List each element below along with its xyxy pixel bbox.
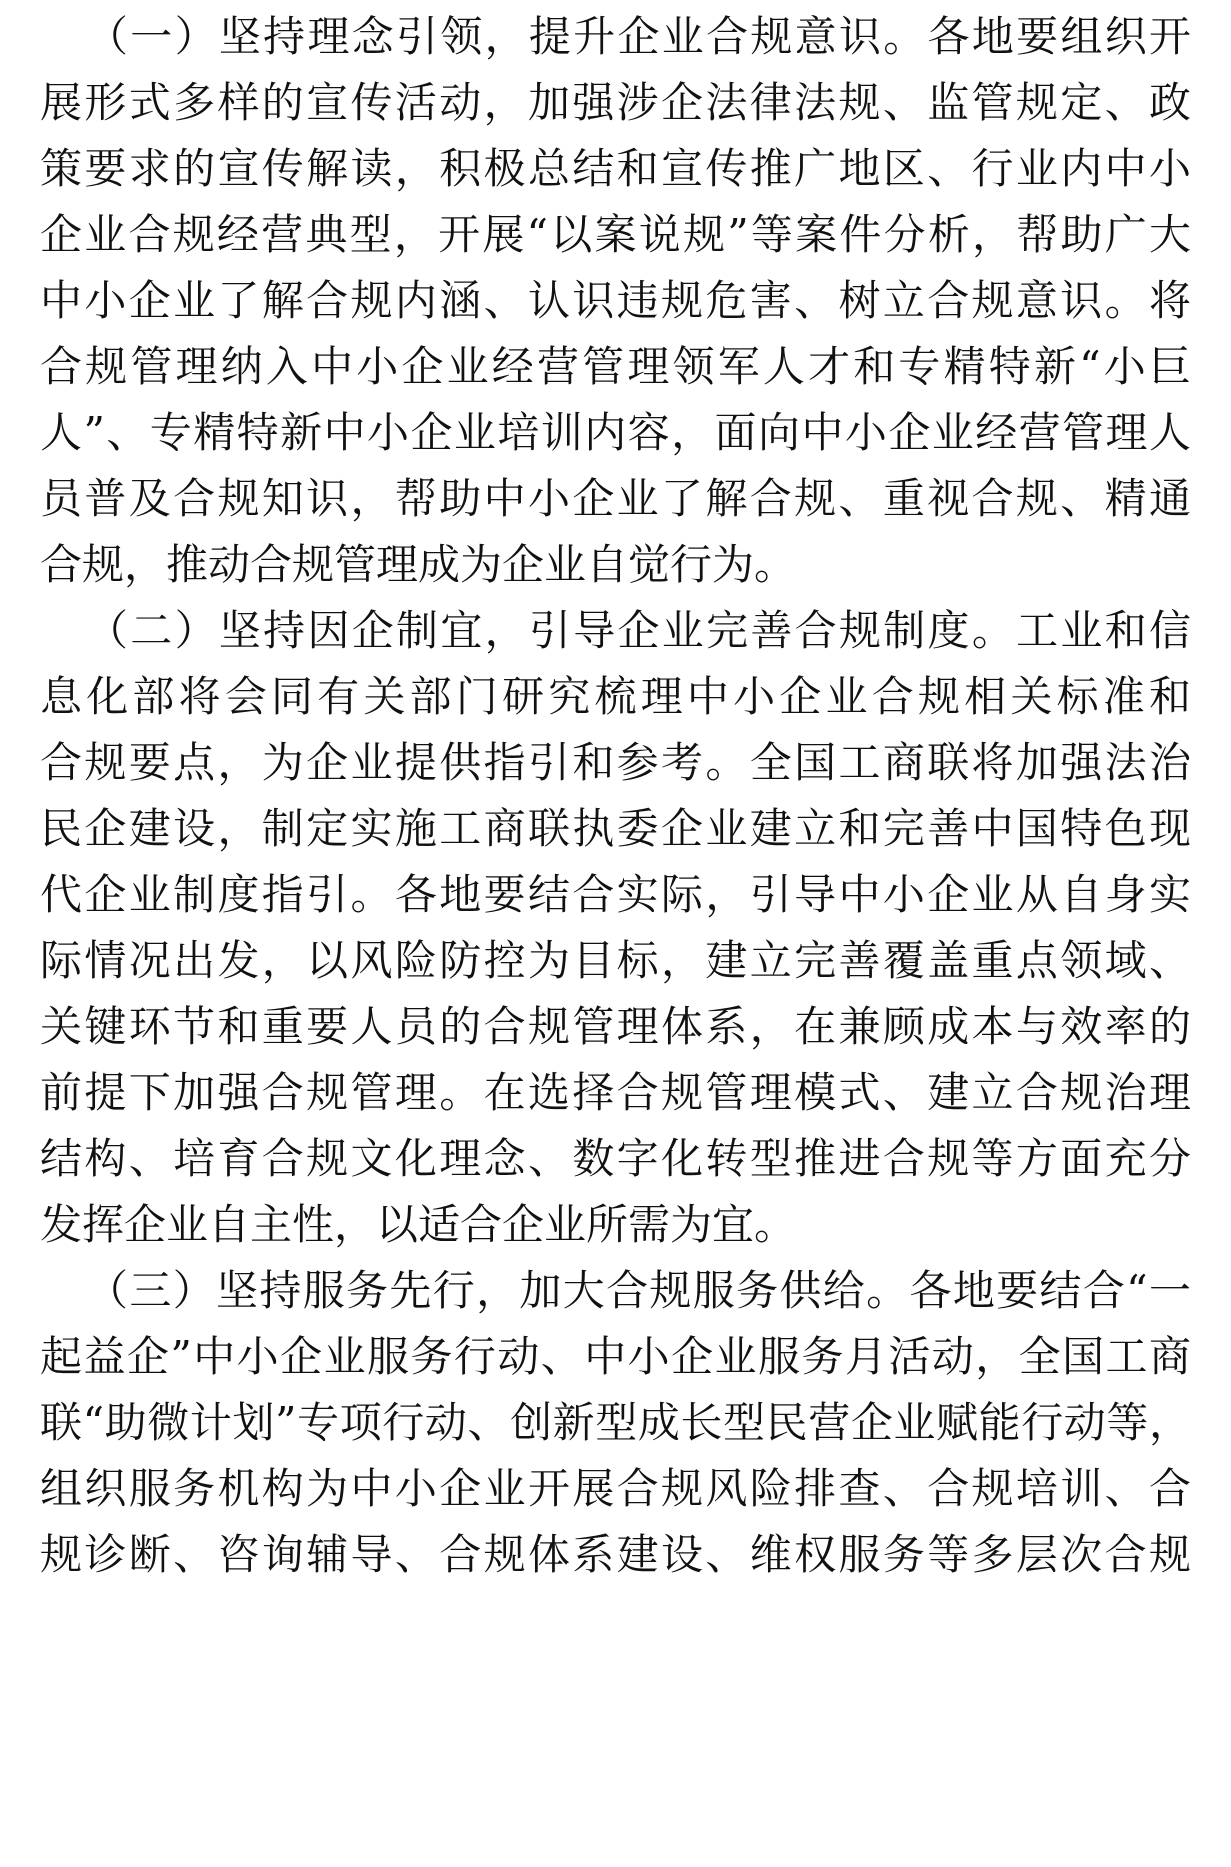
para-2-line-3-text: 合规要点，为企业提供指引和参考。全国工商联将加强法治 bbox=[40, 738, 1191, 787]
para-3-line-5 bbox=[0, 1516, 1231, 1594]
para-2-line-7-text: 关键环节和重要人员的合规管理体系，在兼顾成本与效率的 bbox=[40, 1002, 1191, 1051]
para-1-line-1-text: （一）坚持理念引领，提升企业合规意识。各地要组织开 bbox=[86, 12, 1191, 61]
para-2-line-10-text: 发挥企业自主性，以适合企业所需为宜。 bbox=[40, 1200, 797, 1249]
para-1-line-2-text: 展形式多样的宣传活动，加强涉企法律法规、监管规定、政 bbox=[40, 78, 1191, 127]
para-2-line-5-text: 代企业制度指引。各地要结合实际，引导中小企业从自身实 bbox=[40, 870, 1191, 919]
para-3-line-1-text: （三）坚持服务先行，加大合规服务供给。各地要结合“一 bbox=[86, 1266, 1191, 1315]
para-1-line-9-text: 合规，推动合规管理成为企业自觉行为。 bbox=[40, 540, 797, 589]
para-3-line-5-text: 规诊断、咨询辅导、合规体系建设、维权服务等多层次合规 bbox=[40, 1530, 1191, 1579]
para-1-line-5-text: 中小企业了解合规内涵、认识违规危害、树立合规意识。将 bbox=[40, 276, 1191, 325]
para-2-line-9-text: 结构、培育合规文化理念、数字化转型推进合规等方面充分 bbox=[40, 1134, 1191, 1183]
para-1-line-7-text: 人”、专精特新中小企业培训内容，面向中小企业经营管理人 bbox=[40, 408, 1191, 457]
para-2-line-4-text: 民企建设，制定实施工商联执委企业建立和完善中国特色现 bbox=[40, 804, 1191, 853]
para-3-line-4-text: 组织服务机构为中小企业开展合规风险排查、合规培训、合 bbox=[40, 1464, 1191, 1513]
para-2-line-2-text: 息化部将会同有关部门研究梳理中小企业合规相关标准和 bbox=[40, 672, 1191, 721]
para-1-line-3-text: 策要求的宣传解读，积极总结和宣传推广地区、行业内中小 bbox=[40, 144, 1191, 193]
para-3-line-3-text: 联“助微计划”专项行动、创新型成长型民营企业赋能行动等， bbox=[40, 1398, 1191, 1447]
para-1-line-6-text: 合规管理纳入中小企业经营管理领军人才和专精特新“小巨 bbox=[40, 342, 1191, 391]
para-2-line-6-text: 际情况出发，以风险防控为目标，建立完善覆盖重点领域、 bbox=[40, 936, 1191, 985]
para-2-line-8-text: 前提下加强合规管理。在选择合规管理模式、建立合规治理 bbox=[40, 1068, 1191, 1117]
para-3-line-2-text: 起益企”中小企业服务行动、中小企业服务月活动，全国工商 bbox=[40, 1332, 1191, 1381]
para-1-line-4-text: 企业合规经营典型，开展“以案说规”等案件分析，帮助广大 bbox=[40, 210, 1191, 259]
para-2-line-1-text: （二）坚持因企制宜，引导企业完善合规制度。工业和信 bbox=[86, 606, 1191, 655]
para-1-line-8-text: 员普及合规知识，帮助中小企业了解合规、重视合规、精通 bbox=[40, 474, 1191, 523]
